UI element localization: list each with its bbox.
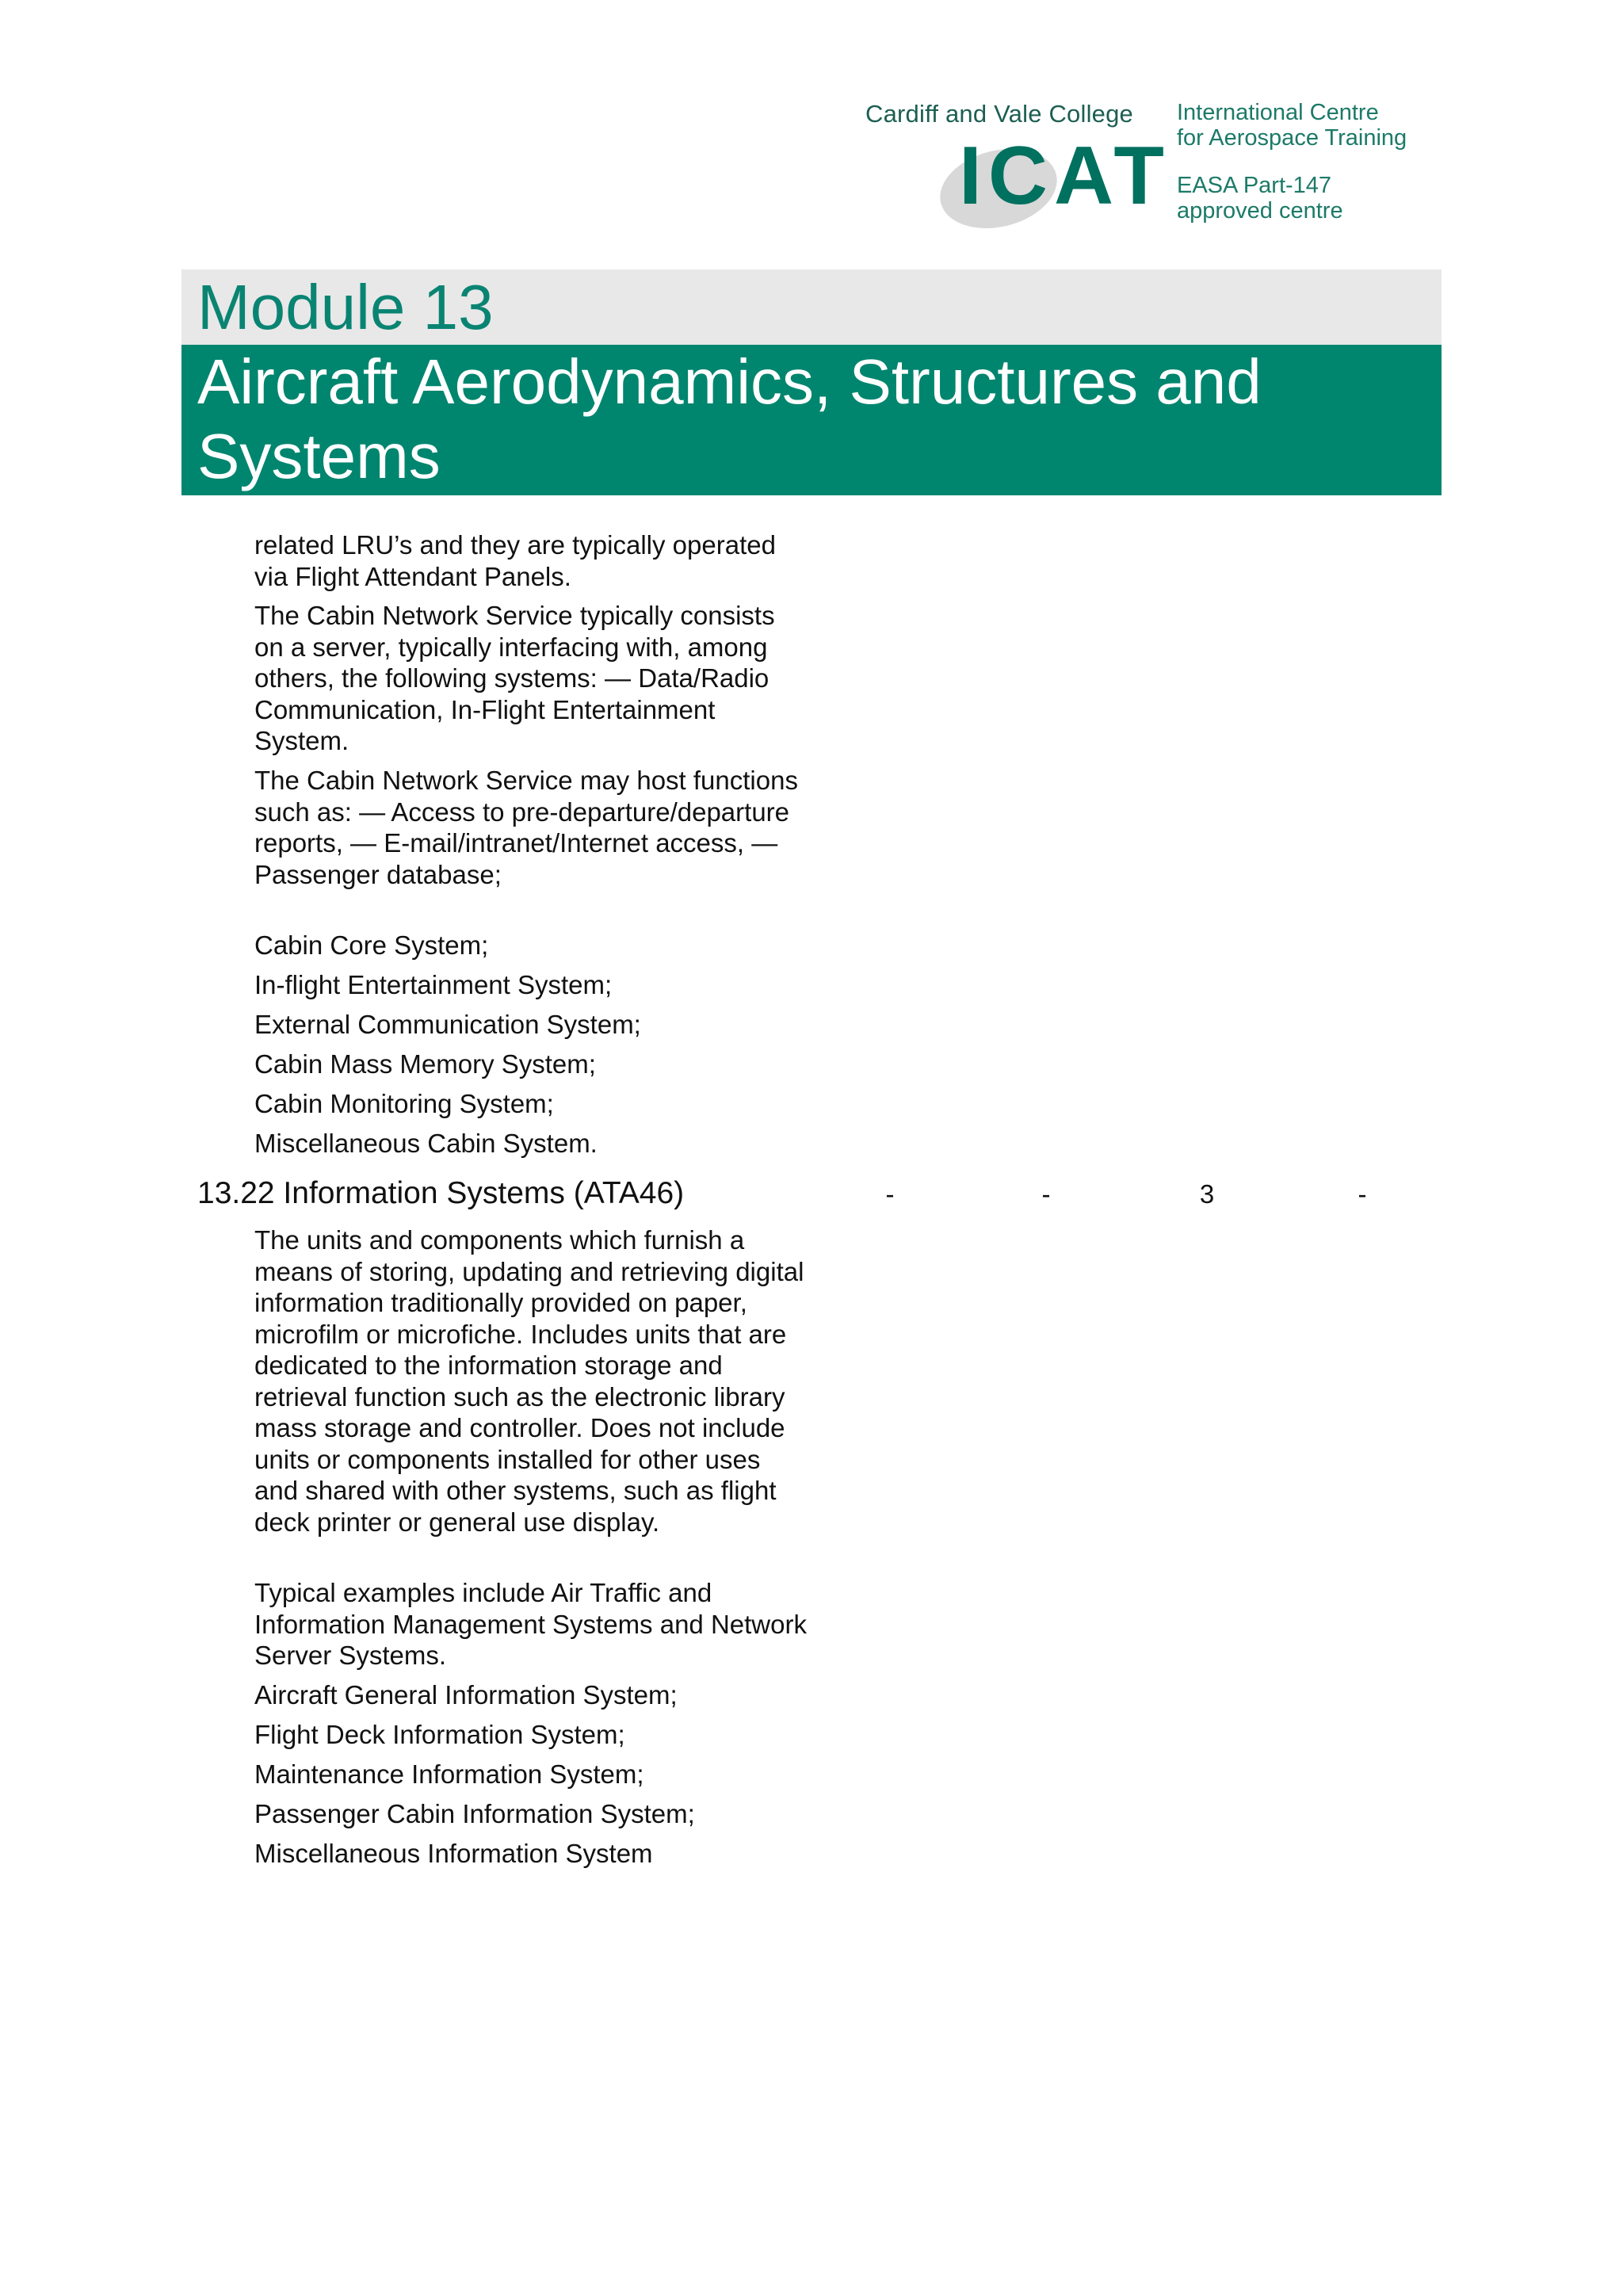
list-item: Flight Deck Information System; bbox=[254, 1720, 625, 1749]
list-item: Maintenance Information System; bbox=[254, 1759, 644, 1789]
centre-line-1: International Centre bbox=[1177, 100, 1379, 125]
list-item: Miscellaneous Information System bbox=[254, 1839, 653, 1868]
list-item: Cabin Monitoring System; bbox=[254, 1089, 554, 1118]
paragraph: The Cabin Network Service typically consists on a server, typically interfacing with, among others, the following systems: — Data/Radio Communication, In-Flight Entertainment System. bbox=[254, 601, 775, 755]
level-cell: - bbox=[1041, 1179, 1051, 1209]
list-item: Passenger Cabin Information System; bbox=[254, 1799, 695, 1828]
approval-line-2: approved centre bbox=[1177, 198, 1343, 223]
level-cell: - bbox=[1358, 1179, 1367, 1209]
level-cell: 3 bbox=[1199, 1179, 1215, 1209]
centre-line-2: for Aerospace Training bbox=[1177, 125, 1407, 151]
paragraph: The Cabin Network Service may host functions such as: — Access to pre-departure/departure reports, — E-mail/intranet/Internet access, — Passenger database; bbox=[254, 766, 798, 889]
list-item: Cabin Core System; bbox=[254, 930, 489, 960]
list-item: Cabin Mass Memory System; bbox=[254, 1049, 596, 1079]
paragraph: related LRU’s and they are typically operated via Flight Attendant Panels. bbox=[254, 530, 776, 591]
module-label: Module 13 bbox=[197, 272, 494, 342]
module-title-banner bbox=[181, 345, 1442, 495]
module-title: Aircraft Aerodynamics, Structures and Systems bbox=[197, 346, 1262, 491]
approval-text bbox=[1177, 173, 1343, 223]
college-logo bbox=[860, 94, 1438, 276]
level-cell: - bbox=[885, 1179, 895, 1209]
paragraph: Typical examples include Air Traffic and Information Management Systems and Network Server Systems. bbox=[254, 1578, 807, 1670]
college-name: Cardiff and Vale College bbox=[865, 100, 1133, 128]
list-item: In-flight Entertainment System; bbox=[254, 970, 613, 999]
module-banner bbox=[181, 269, 1442, 345]
list-item: External Communication System; bbox=[254, 1010, 641, 1039]
list-item: Miscellaneous Cabin System. bbox=[254, 1129, 598, 1158]
section-heading: 13.22 Information Systems (ATA46) bbox=[197, 1176, 685, 1210]
icat-wordmark: ICAT bbox=[959, 130, 1170, 222]
approval-line-1: EASA Part-147 bbox=[1177, 173, 1332, 198]
paragraph: The units and components which furnish a means of storing, updating and retrieving digital information traditionally provided on paper, microfilm or microfiche. Includes units that are dedicated to the information storage and retrieval function such as the electronic library mass storage and controller. Does not include units or components installed for other uses and shared with other systems, such as flight deck printer or general use display. bbox=[254, 1225, 804, 1537]
centre-name bbox=[1177, 100, 1407, 151]
list-item: Aircraft General Information System; bbox=[254, 1680, 678, 1710]
